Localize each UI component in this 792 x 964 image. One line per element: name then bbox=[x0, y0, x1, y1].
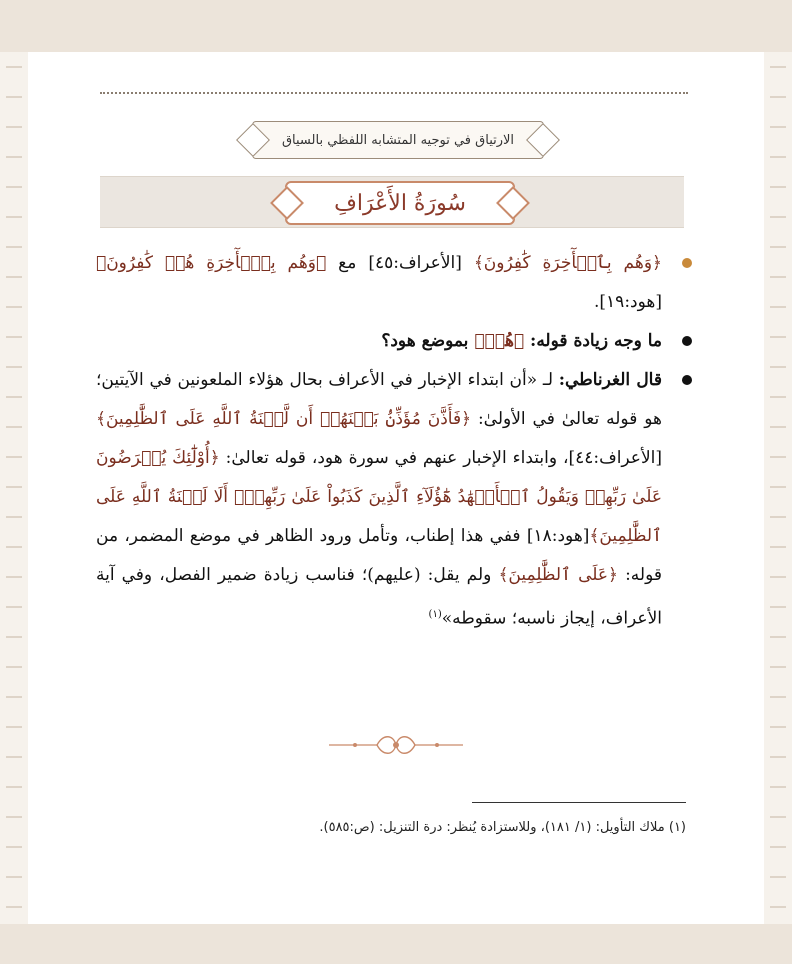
verse-reference: [الأعراف:٤٥] bbox=[368, 253, 462, 273]
list-item bbox=[96, 322, 696, 361]
quran-verse: ﴿وَهُم بِٱلۡأٓخِرَةِ هُمۡ كَٰفِرُونَ﴾ bbox=[96, 253, 327, 273]
main-text bbox=[96, 244, 696, 639]
bottom-decorative-band bbox=[0, 924, 792, 964]
running-header bbox=[252, 121, 544, 159]
quote-source: قال الغرناطي: bbox=[558, 370, 662, 390]
verse-reference: [هود:١٩]. bbox=[594, 292, 662, 312]
surah-title: سُورَةُ الأَعْرَافِ bbox=[334, 190, 466, 216]
quran-verse: ﴿عَلَى ٱلظَّٰلِمِينَ﴾ bbox=[498, 565, 618, 585]
right-border-pattern bbox=[770, 52, 786, 924]
body-text: لـ «أن ابتداء الإخبار في الأعراف بحال هؤلاء الملعونين في الآيتين؛ هو قوله تعالىٰ في الأولىٰ: bbox=[96, 370, 662, 429]
footnote-separator bbox=[472, 802, 686, 803]
body-text: [الأعراف:٤٤]، وابتداء الإخبار عنهم في سورة هود، قوله تعالىٰ: bbox=[219, 448, 662, 468]
footnote: (١) ملاك التأويل: (١/ ١٨١)، وللاستزادة يُنظر: درة التنزيل: (ص:٥٨٥). bbox=[319, 820, 686, 835]
bullet-icon bbox=[682, 336, 692, 346]
surah-title-frame bbox=[285, 181, 515, 225]
section-divider-ornament bbox=[325, 730, 467, 760]
quran-verse: ﴿وَهُم بِٱلۡأٓخِرَةِ كَٰفِرُونَ﴾ bbox=[473, 253, 663, 273]
left-border-pattern bbox=[6, 52, 22, 924]
body-text: ولم يقل: (عليهم)؛ فناسب زيادة ضمير الفصل، وفي آية الأعراف، إيجاز ناسبه؛ سقوطه» bbox=[96, 565, 662, 629]
top-decorative-band bbox=[0, 0, 792, 52]
book-title: الارتياق في توجيه المتشابه اللفظي بالسياق bbox=[281, 132, 515, 148]
quran-verse: ﴿أُوْلَٰٓئِكَ يُعۡرَضُونَ عَلَىٰ رَبِّهِمۡ وَيَقُولُ ٱلۡأَشۡهَٰدُ هَٰٓؤُلَآءِ ٱلَّذِينَ كَذَبُواْ عَلَىٰ رَبِّهِمۡۚ أَلَا لَعۡنَةُ ٱللَّهِ عَلَى ٱلظَّٰلِمِينَ﴾ bbox=[96, 448, 662, 546]
bullet-icon bbox=[682, 375, 692, 385]
question-text: بموضع هود؟ bbox=[381, 331, 475, 351]
quran-verse: ﴿هُمۡ﴾ bbox=[474, 331, 525, 351]
question-text: ما وجه زيادة قوله: bbox=[524, 331, 662, 351]
bullet-icon bbox=[682, 258, 692, 268]
header-dotted-rule bbox=[100, 92, 688, 94]
footnote-marker[interactable]: (١) bbox=[428, 609, 442, 620]
list-item bbox=[96, 244, 696, 322]
quran-verse: ﴿فَأَذَّنَ مُؤَذِّنُۢ بَيۡنَهُمۡ أَن لَّعۡنَةُ ٱللَّهِ عَلَى ٱلظَّٰلِمِينَ﴾ bbox=[96, 409, 472, 429]
body-text: [هود:١٨] ففي هذا إطناب، وتأمل ورود الظاهر في موضع المضمر، من قوله: bbox=[96, 526, 663, 585]
connector-text: مع bbox=[326, 253, 357, 273]
list-item bbox=[96, 361, 696, 639]
